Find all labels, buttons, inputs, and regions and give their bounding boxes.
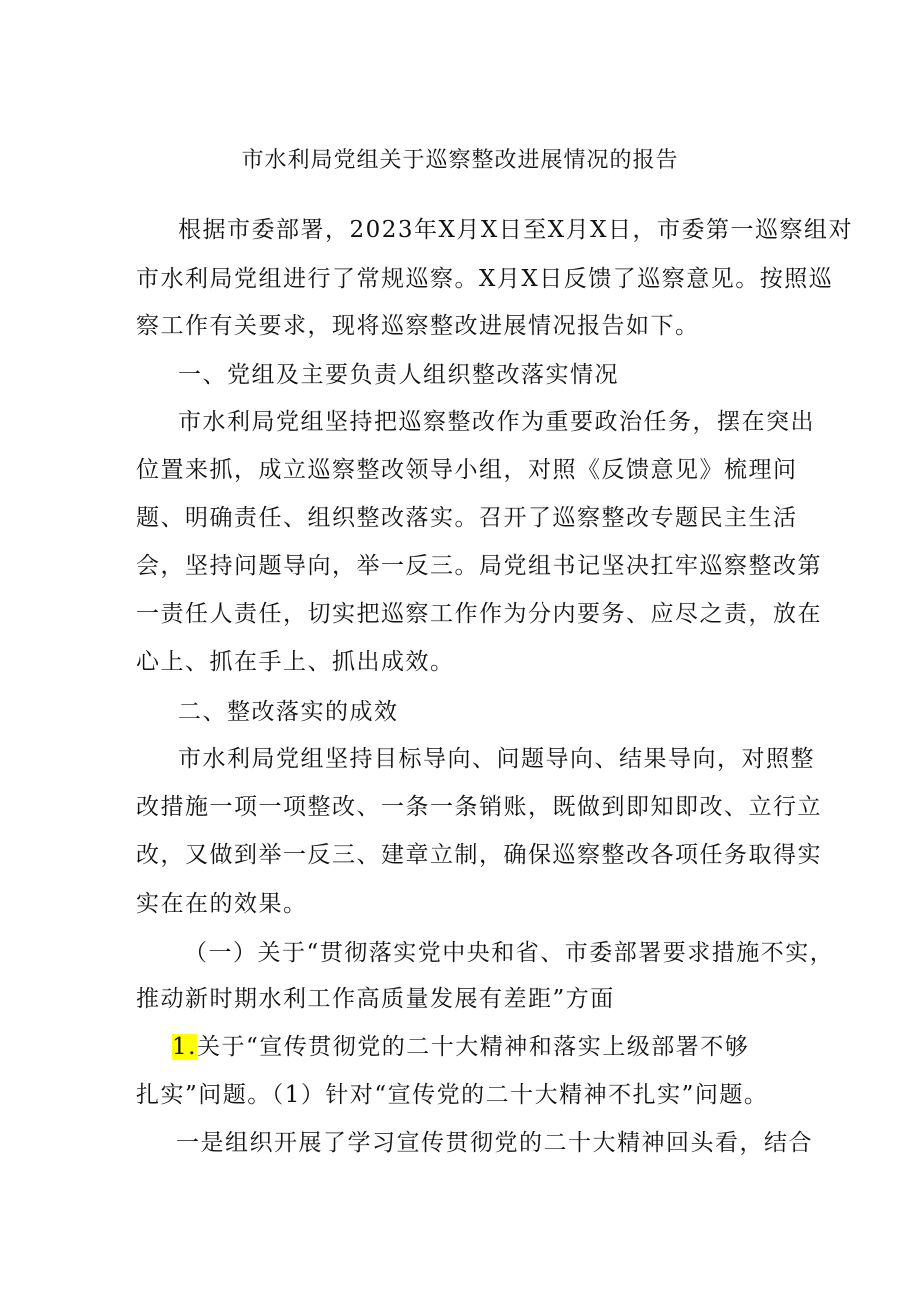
section-heading: 二、整改落实的成效	[178, 699, 399, 725]
paragraph-line: 市水利局党组坚持目标导向、问题导向、结果导向，对照整	[178, 746, 815, 772]
subsection-heading: （一）关于“贯彻落实党中央和省、市委部署要求措施不实，	[184, 940, 835, 966]
item-line	[172, 1032, 749, 1062]
paragraph-line: 市水利局党组坚持把巡察整改作为重要政治任务，摆在突出	[178, 409, 815, 435]
paragraph-line: 心上、抓在手上、抓出成效。	[136, 649, 455, 675]
paragraph-line: 会，坚持问题导向，举一反三。局党组书记坚决扛牢巡察整改第	[136, 553, 822, 579]
paragraph-line: 实在在的效果。	[136, 891, 308, 917]
paragraph-line: 改，又做到举一反三、建章立制，确保巡察整改各项任务取得实	[136, 842, 822, 868]
highlighted-item-number: 1.	[172, 1034, 197, 1060]
paragraph-line: 位置来抓，成立巡察整改领导小组，对照《反馈意见》梳理问	[136, 457, 798, 483]
paragraph-line: 题、明确责任、组织整改落实。召开了巡察整改专题民主生活	[136, 505, 798, 531]
paragraph-line: 根据市委部署，2023年X月X日至X月X日，市委第一巡察组对	[178, 217, 854, 243]
paragraph-line: 一是组织开展了学习宣传贯彻党的二十大精神回头看，结合	[176, 1130, 813, 1156]
item-text: 关于“宣传贯彻党的二十大精神和落实上级部署不够	[196, 1034, 750, 1060]
paragraph-line: 察工作有关要求，现将巡察整改进展情况报告如下。	[136, 313, 700, 339]
paragraph-line: 一责任人责任，切实把巡察工作作为分内要务、应尽之责，放在	[136, 601, 822, 627]
paragraph-line: 扎实”问题。（1）针对“宣传党的二十大精神不扎实”问题。	[136, 1082, 769, 1108]
subsection-heading: 推动新时期水利工作高质量发展有差距”方面	[136, 986, 615, 1012]
section-heading: 一、党组及主要负责人组织整改落实情况	[178, 362, 619, 388]
document-title: 市水利局党组关于巡察整改进展情况的报告	[241, 148, 679, 173]
paragraph-line: 改措施一项一项整改、一条一条销账，既做到即知即改、立行立	[136, 794, 822, 820]
paragraph-line: 市水利局党组进行了常规巡察。X月X日反馈了巡察意见。按照巡	[136, 266, 834, 292]
